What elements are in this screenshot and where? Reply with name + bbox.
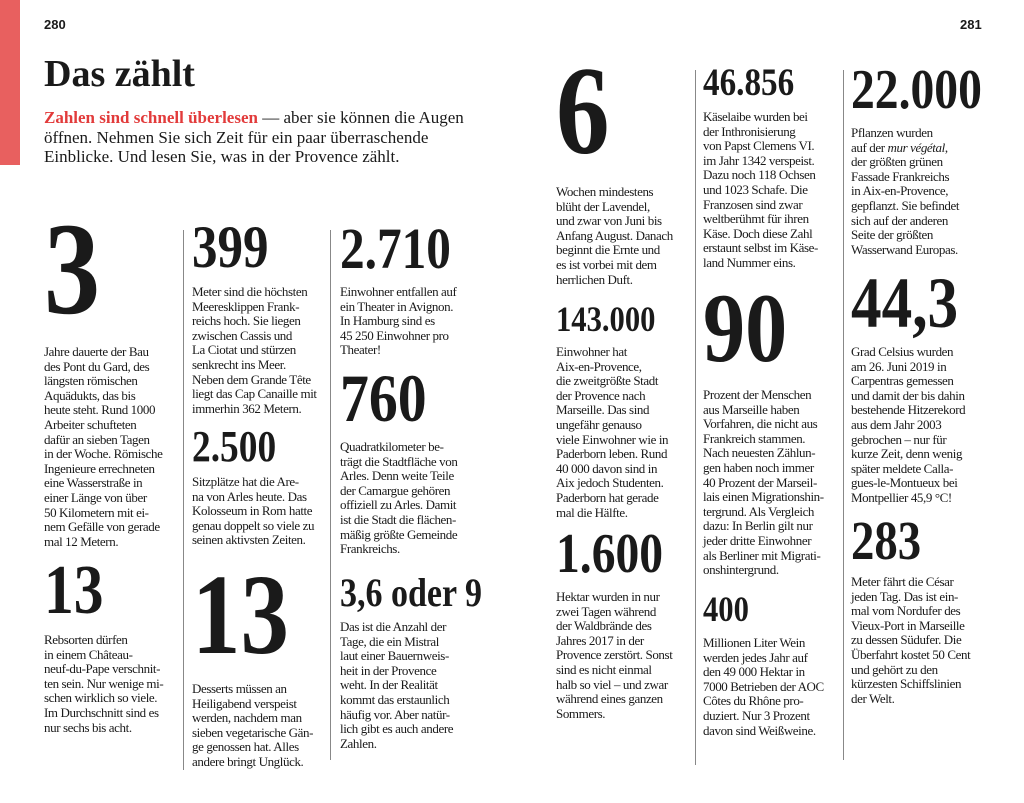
intro-text [44, 108, 464, 167]
fact-text: Einwohner entfallen auf ein Theater in Avignon. In Hamburg sind es 45 250 Einwohner pro Theater! [340, 284, 457, 358]
page-number-right: 281 [960, 17, 982, 32]
fact-number: 13 [44, 552, 104, 629]
page-number-left: 280 [44, 17, 66, 32]
fact-text: Desserts müssen an Heiligabend verspeist werden, nachdem man sieben vegetarische Gän- ge genossen hat. Alles andere bringt Unglück. [192, 681, 314, 769]
fact-text: Meter sind die höchsten Meeresklippen Frank- reichs hoch. Sie liegen zwischen Cassis und La Ciotat und stürzen senkrecht ins Meer. Neben dem Grande Tête liegt das Cap Canaille mit immerhin 362 Metern. [192, 284, 317, 416]
fact-number: 44,3 [851, 263, 959, 343]
fact-text-part: Pflanzen wurden auf der [851, 125, 933, 155]
fact-number: 1.600 [556, 523, 664, 585]
column-divider [695, 70, 696, 765]
fact-text [851, 126, 959, 257]
intro-highlight: Zahlen sind schnell überlesen [44, 108, 258, 127]
fact-number: 143.000 [556, 299, 656, 339]
fact-text: Jahre dauerte der Bau des Pont du Gard, des längsten römischen Aquädukts, das bis heute steht. Rund 1000 Arbeiter schufteten dafür an sieben Tagen in der Woche. Römische Ingenieure errechneten eine Wasserstraße in einer Länge von über 50 Kilometern mit ei- nem Gefälle von gerade mal 12 Metern. [44, 344, 163, 549]
fact-number: 399 [192, 214, 269, 280]
page-title: Das zählt [44, 53, 195, 95]
column-divider [330, 230, 331, 760]
column-divider [843, 70, 844, 760]
fact-number: 22.000 [851, 59, 982, 121]
fact-text: Grad Celsius wurden am 26. Juni 2019 in Carpentras gemessen und damit der bis dahin bestehende Hitzerekord aus dem Jahr 2003 gebrochen – nur für kurze Zeit, denn wenig später meldete Calla- gues-le-Montueux bei Montpellier 45,9 °C! [851, 344, 966, 505]
fact-number: 90 [703, 274, 788, 383]
fact-number: 760 [340, 360, 427, 436]
fact-text: Prozent der Menschen aus Marseille haben Vorfahren, die nicht aus Frankreich stammen. Nach neuesten Zählun- gen haben noch immer 40 Prozent der Marseil- lais einen Migrationshin- tergrund. Als Vergleich dazu: In Berlin gilt nur jeder dritte Einwohner als Berliner mit Migrati- onshintergrund. [703, 387, 824, 578]
fact-text: Millionen Liter Wein werden jedes Jahr auf den 49 000 Hektar in 7000 Betrieben der AOC Côtes du Rhône pro- duziert. Nur 3 Prozent davon sind Weißweine. [703, 635, 824, 738]
fact-text: Sitzplätze hat die Are- na von Arles heute. Das Kolosseum in Rom hatte genau doppelt so viele zu seinen aktivsten Zeiten. [192, 474, 315, 548]
fact-number: 46.856 [703, 61, 795, 104]
fact-number: 6 [556, 42, 610, 181]
fact-number: 2.500 [192, 422, 277, 471]
fact-number: 3,6 oder 9 [340, 570, 482, 615]
fact-text-part: , der größten grünen Fassade Frankreichs in Aix-en-Provence, gepflanzt. Sie befindet sich auf der anderen Seite der größten Wasserwand Europas. [851, 139, 960, 257]
fact-text: Einwohner hat Aix-en-Provence, die zweitgrößte Stadt der Provence nach Marseille. Das sind ungefähr genauso viele Einwohner wie in Paderborn leben. Rund 40 000 davon sind in Aix jedoch Studenten. Paderborn hat gerade mal die Hälfte. [556, 344, 669, 520]
fact-number: 13 [192, 551, 289, 678]
fact-text: Hektar wurden in nur zwei Tagen während der Waldbrände des Jahres 2017 in der Provence zerstört. Sonst sind es nicht einmal halb so viel – und zwar während eines ganzen Sommers. [556, 589, 673, 721]
fact-text: Rebsorten dürfen in einem Château- neuf-du-Pape verschnit- ten sein. Nur wenige mi- schen wirklich so viele. Im Durchschnitt sind es nur sechs bis acht. [44, 632, 164, 735]
fact-text-italic: mur végétal [887, 139, 945, 155]
fact-number: 2.710 [340, 216, 451, 281]
fact-text: Wochen mindestens blüht der Lavendel, und zwar von Juni bis Anfang August. Danach beginnt die Ernte und es ist vorbei mit dem herrlichen Duft. [556, 184, 673, 287]
fact-number: 400 [703, 589, 749, 629]
fact-text: Meter fährt die César jeden Tag. Das ist ein- mal vom Nordufer des Vieux-Port in Marseille zu dessen Südufer. Die Überfahrt kostet 50 Cent und gehört zu den kürzesten Schiffslinien der Welt. [851, 574, 971, 706]
column-divider [183, 230, 184, 770]
accent-bar [0, 0, 20, 165]
fact-number: 283 [851, 510, 922, 571]
fact-text: Käselaibe wurden bei der Inthronisierung von Papst Clemens VI. im Jahr 1342 verspeist. Dazu noch 118 Ochsen und 1023 Schafe. Die Franzosen sind zwar weltberühmt für ihren Käse. Doch diese Zahl erstaunt selbst im Käse- land Nummer eins. [703, 109, 818, 270]
fact-text: Quadratkilometer be- trägt die Stadtfläche von Arles. Denn weite Teile der Camargue gehören offiziell zu Arles. Damit ist die Stadt die flächen- mäßig größte Gemeinde Frankreichs. [340, 439, 458, 557]
intro-rest: — aber sie können die Augen öffnen. Nehmen Sie sich Zeit für ein paar überraschende Einblicke. Und lesen Sie, was in der Provence zählt. [44, 108, 464, 166]
fact-text: Das ist die Anzahl der Tage, die ein Mistral laut einer Bauernweis- heit in der Provence weht. In der Realität kommt das erstaunlich häufig vor. Aber natür- lich gibt es auch andere Zahlen. [340, 619, 454, 751]
fact-number: 3 [44, 195, 101, 342]
